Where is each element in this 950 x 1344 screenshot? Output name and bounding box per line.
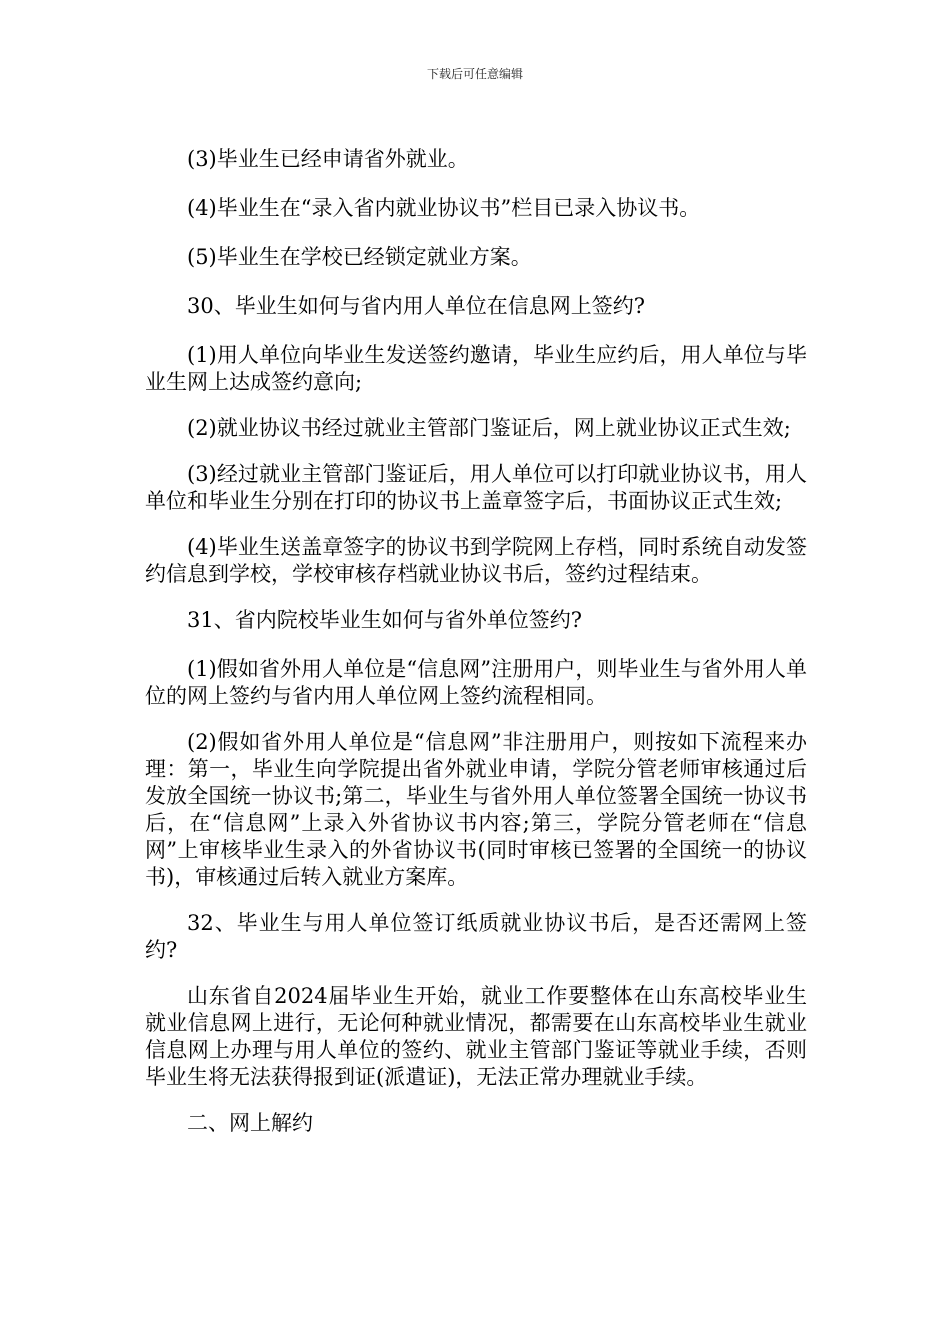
answer-30-step-1: (1)用人单位向毕业生发送签约邀请，毕业生应约后，用人单位与毕业生网上达成签约意向;	[145, 343, 807, 394]
answer-31-case-2: (2)假如省外用人单位是“信息网”非注册用户，则按如下流程来办理：第一，毕业生向学院提出省外就业申请，学院分管老师审核通过后发放全国统一协议书;第二，毕业生与省外用人单位签署全国统一协议书后，在“信息网”上录入外省协议书内容;第三，学院分管老师在“信息网”上审核毕业生录入的外省协议书(同时审核已签署的全国统一的协议书)，审核通过后转入就业方案库。	[145, 730, 807, 889]
paragraph-item-5: (5)毕业生在学校已经锁定就业方案。	[187, 245, 532, 269]
question-31: 31、省内院校毕业生如何与省外单位签约?	[187, 608, 582, 632]
question-30: 30、毕业生如何与省内用人单位在信息网上签约?	[187, 294, 645, 318]
page-header: 下载后可任意编辑	[426, 67, 523, 81]
paragraph-item-4: (4)毕业生在“录入省内就业协议书”栏目已录入协议书。	[187, 196, 701, 220]
answer-30-step-4: (4)毕业生送盖章签字的协议书到学院网上存档，同时系统自动发签约信息到学校，学校审核存档就业协议书后，签约过程结束。	[145, 535, 807, 586]
document-body	[145, 146, 807, 1159]
question-32: 32、毕业生与用人单位签订纸质就业协议书后，是否还需网上签约?	[145, 911, 807, 962]
paragraph-item-3: (3)毕业生已经申请省外就业。	[187, 147, 469, 171]
answer-30-step-2: (2)就业协议书经过就业主管部门鉴证后，网上就业协议正式生效;	[187, 416, 791, 440]
answer-32: 山东省自2024届毕业生开始，就业工作要整体在山东高校毕业生就业信息网上进行，无论何种就业情况，都需要在山东高校毕业生就业信息网上办理与用人单位的签约、就业主管部门鉴证等就业手续，否则毕业生将无法获得报到证(派遣证)，无法正常办理就业手续。	[145, 984, 807, 1089]
answer-31-case-1: (1)假如省外用人单位是“信息网”注册用户，则毕业生与省外用人单位的网上签约与省内用人单位网上签约流程相同。	[145, 657, 807, 708]
section-heading: 二、网上解约	[187, 1111, 313, 1135]
answer-30-step-3: (3)经过就业主管部门鉴证后，用人单位可以打印就业协议书，用人单位和毕业生分别在打印的协议书上盖章签字后，书面协议正式生效;	[145, 462, 807, 513]
